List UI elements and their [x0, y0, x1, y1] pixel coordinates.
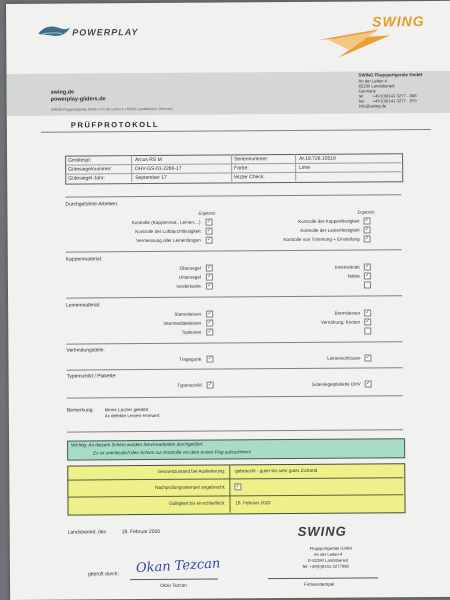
- bemerkung-label: Bemerkung:: [66, 407, 94, 414]
- company-name: SWING Flugsportgeräte GmbH: [358, 72, 423, 78]
- section-rule: [66, 295, 402, 298]
- notice-line-1: Wichtig: An diesem Schirm wurden Servicearbeiten durchgeführt.: [71, 441, 204, 448]
- section-rule: [67, 429, 403, 432]
- tel-value: +49 (0)8141 3277 - 888: [372, 93, 417, 99]
- notice-line-2: Es ist unerlässlich den Schirm zur Kontrolle vor dem ersten Flug aufzuziehen!: [93, 449, 251, 456]
- geraetetyp-value: Arcus RS M: [135, 156, 162, 164]
- verbindung-heading: Verbindungsteile:: [66, 347, 105, 354]
- section-rule: [67, 367, 403, 370]
- arbeiten-left-checkbox-1[interactable]: ✓: [206, 227, 212, 234]
- arbeiten-left-1: Kontrolle der Luftdurchlässigkeit: [135, 228, 201, 235]
- typenschild-heading: Typenschild / Plakette:: [66, 373, 117, 380]
- handwritten-signature: Okan Tezcan: [135, 556, 221, 577]
- leinen-left-checkbox-1[interactable]: ✓: [207, 319, 212, 326]
- nachpruefung-checkbox[interactable]: ✓: [235, 483, 240, 490]
- stamp-line-4: Tel: +49(0)8141-3277888: [301, 563, 349, 569]
- section-rule: [65, 194, 401, 197]
- farbe-label: Farbe:: [234, 165, 249, 172]
- examiner-name: Okan Tezcan: [160, 582, 187, 588]
- arbeiten-right-0: Kontrolle der Kappenfestigkeit: [298, 218, 360, 224]
- geprueft-label: geprüft durch:: [87, 571, 119, 578]
- leinen-right-checkbox-0[interactable]: ✓: [365, 309, 370, 316]
- company-address-3: Germany: [358, 88, 376, 94]
- arbeiten-left-checkbox-2[interactable]: ✓: [207, 236, 212, 243]
- typenschild-left: Typenschild: [177, 382, 202, 388]
- leinen-left-2: Topleinen: [181, 329, 202, 335]
- nachpruefung-label: Nachprüfungsstempel angebracht:: [155, 484, 226, 490]
- kappe-right-checkbox-0[interactable]: ✓: [365, 263, 370, 270]
- guetesiegelnummer-label: Gütesiegelnummer:: [68, 166, 112, 173]
- gueltig-value: 18. Februar 2022: [235, 500, 271, 506]
- kappe-left-2: Vorderkante: [176, 283, 201, 289]
- company-email[interactable]: info@swing.de: [358, 103, 387, 109]
- arbeiten-right-1: Kontrolle der Leinenfestigkeit: [300, 227, 360, 233]
- guetesiegel-jahr-value: September 17: [135, 174, 167, 182]
- powerplay-swirl-icon: [36, 24, 72, 40]
- website-powerplay[interactable]: powerplay-gliders.de: [50, 96, 106, 103]
- bemerkung-line-2: 4x defekte Leinen erneuert: [104, 412, 160, 419]
- typenschild-right-checkbox[interactable]: ✓: [366, 380, 371, 387]
- verbindung-right-checkbox[interactable]: ✓: [365, 354, 371, 361]
- section-rule: [66, 341, 402, 344]
- firmenstempel-label: Firmenstempel: [304, 581, 335, 587]
- fax-value: +49 (0)8141 3277 - 870: [372, 98, 417, 104]
- fax-label: fax: [358, 98, 365, 104]
- kappe-right-checkbox-2[interactable]: [364, 281, 371, 288]
- leinen-left-checkbox-2[interactable]: ✓: [207, 328, 212, 335]
- leinen-right-0: Bremsleinen: [334, 310, 361, 316]
- stamp-line-1: Flugsportgeräte GmbH: [309, 545, 353, 551]
- seriennummer-label: Seriennummer:: [234, 156, 269, 163]
- ergebnis-right: Ergebnis:: [357, 209, 376, 215]
- arbeiten-right-2: Kontrolle von Trimmung + Einstellung: [283, 236, 360, 243]
- kappe-left-checkbox-2[interactable]: ✓: [207, 282, 212, 289]
- place-label: Landsberied, den: [67, 529, 107, 536]
- geraetetyp-label: Gerätetyp:: [68, 157, 92, 164]
- arbeiten-left-0: Kontrolle (Kappenmat., Leinen,...): [131, 219, 201, 226]
- company-address-1: An der Leiten 4: [358, 78, 387, 84]
- signature-line: [130, 579, 218, 581]
- letzter-check-label: letzter Check:: [234, 174, 265, 181]
- verbindung-left: Tragegurte: [179, 356, 202, 362]
- stamp-brand: SWING: [297, 523, 347, 539]
- document-page: [6, 1, 450, 600]
- ergebnis-left: Ergebnis:: [198, 210, 217, 216]
- swing-brand: SWING: [372, 13, 425, 30]
- gesamtzustand-value: gebraucht - guter bis sehr guter Zustand: [235, 467, 318, 474]
- kappe-left-0: Obersegel: [179, 265, 201, 271]
- stamp-line-2: An der Leiten 4: [313, 551, 343, 557]
- guetesiegel-jahr-label: Gütesiegel-Jahr:: [68, 175, 105, 182]
- section-rule: [66, 249, 402, 252]
- website-swing[interactable]: swing.de: [50, 89, 75, 96]
- verbindung-left-checkbox[interactable]: ✓: [207, 355, 213, 362]
- powerplay-brand: POWERPLAY: [72, 27, 139, 38]
- kappe-left-checkbox-0[interactable]: ✓: [207, 264, 212, 271]
- signing-date: 18. Februar 2020: [121, 528, 161, 536]
- arbeiten-right-checkbox-1[interactable]: ✓: [364, 226, 370, 233]
- leinen-heading: Leinenmaterial:: [66, 302, 101, 309]
- section-rule: [67, 395, 403, 398]
- gueltig-label: Gültigkeit bis einschließlich:: [169, 500, 226, 506]
- typenschild-right: Gütesiegelplakette DHV: [311, 381, 361, 387]
- stamp-line: [268, 577, 378, 579]
- leinen-right-1: Vernähung, Knoten: [320, 319, 361, 325]
- info-col-line: [131, 155, 132, 182]
- title-rule: [41, 129, 431, 133]
- leinen-right-checkbox-1[interactable]: ✓: [365, 318, 370, 325]
- guetesiegelnummer-value: DHV-GS-01-2286-17: [135, 165, 182, 173]
- powerplay-logo: [36, 24, 72, 45]
- farbe-value: Lime: [299, 164, 311, 171]
- seriennummer-value: Ar.18.726.10519: [299, 155, 336, 162]
- company-address-2: 82290 Landsberied: [358, 83, 395, 89]
- arbeiten-heading: Durchgeführte Arbeiten:: [65, 201, 119, 208]
- kappe-right-1: Nähte: [347, 273, 360, 279]
- bemerkung-line-1: kleine Löcher geklebt: [104, 407, 149, 413]
- arbeiten-left-2: Vermessung aller Leinenlängen: [136, 237, 201, 244]
- leinen-left-0: Stammleinen: [174, 311, 202, 317]
- info-col-line: [231, 154, 232, 181]
- sender-line: SWING Flugsportgeräte GmbH • An der Leiten 4 • 82290 Landsberied • Germany: [50, 106, 173, 112]
- document-title: PRÜFPROTOKOLL: [70, 119, 160, 130]
- arbeiten-right-checkbox-2[interactable]: ✓: [365, 235, 370, 242]
- typenschild-left-checkbox[interactable]: ✓: [208, 381, 213, 388]
- leinen-left-1: Intermediateleinen: [163, 320, 202, 326]
- leinen-left-checkbox-0[interactable]: ✓: [207, 310, 212, 317]
- kappe-left-checkbox-1[interactable]: ✓: [207, 273, 212, 280]
- leinen-right-checkbox-2[interactable]: [364, 327, 371, 334]
- stamp-line-3: D-82290 Landsberied: [307, 557, 349, 563]
- info-col-line: [295, 154, 296, 181]
- verbindung-right: Leinenschlösser: [327, 355, 361, 361]
- gesamtzustand-label: Gesamtzustand bei Auslieferung:: [157, 468, 226, 474]
- kappe-right-0: Innenwände: [334, 264, 360, 270]
- arbeiten-right-checkbox-0[interactable]: ✓: [364, 217, 370, 224]
- kappe-right-checkbox-1[interactable]: ✓: [365, 272, 370, 279]
- kappe-left-1: Untersegel: [178, 274, 201, 280]
- kappe-heading: Kappenmaterial:: [65, 256, 103, 263]
- arbeiten-left-checkbox-0[interactable]: ✓: [206, 218, 212, 225]
- tel-label: tel: [358, 93, 364, 99]
